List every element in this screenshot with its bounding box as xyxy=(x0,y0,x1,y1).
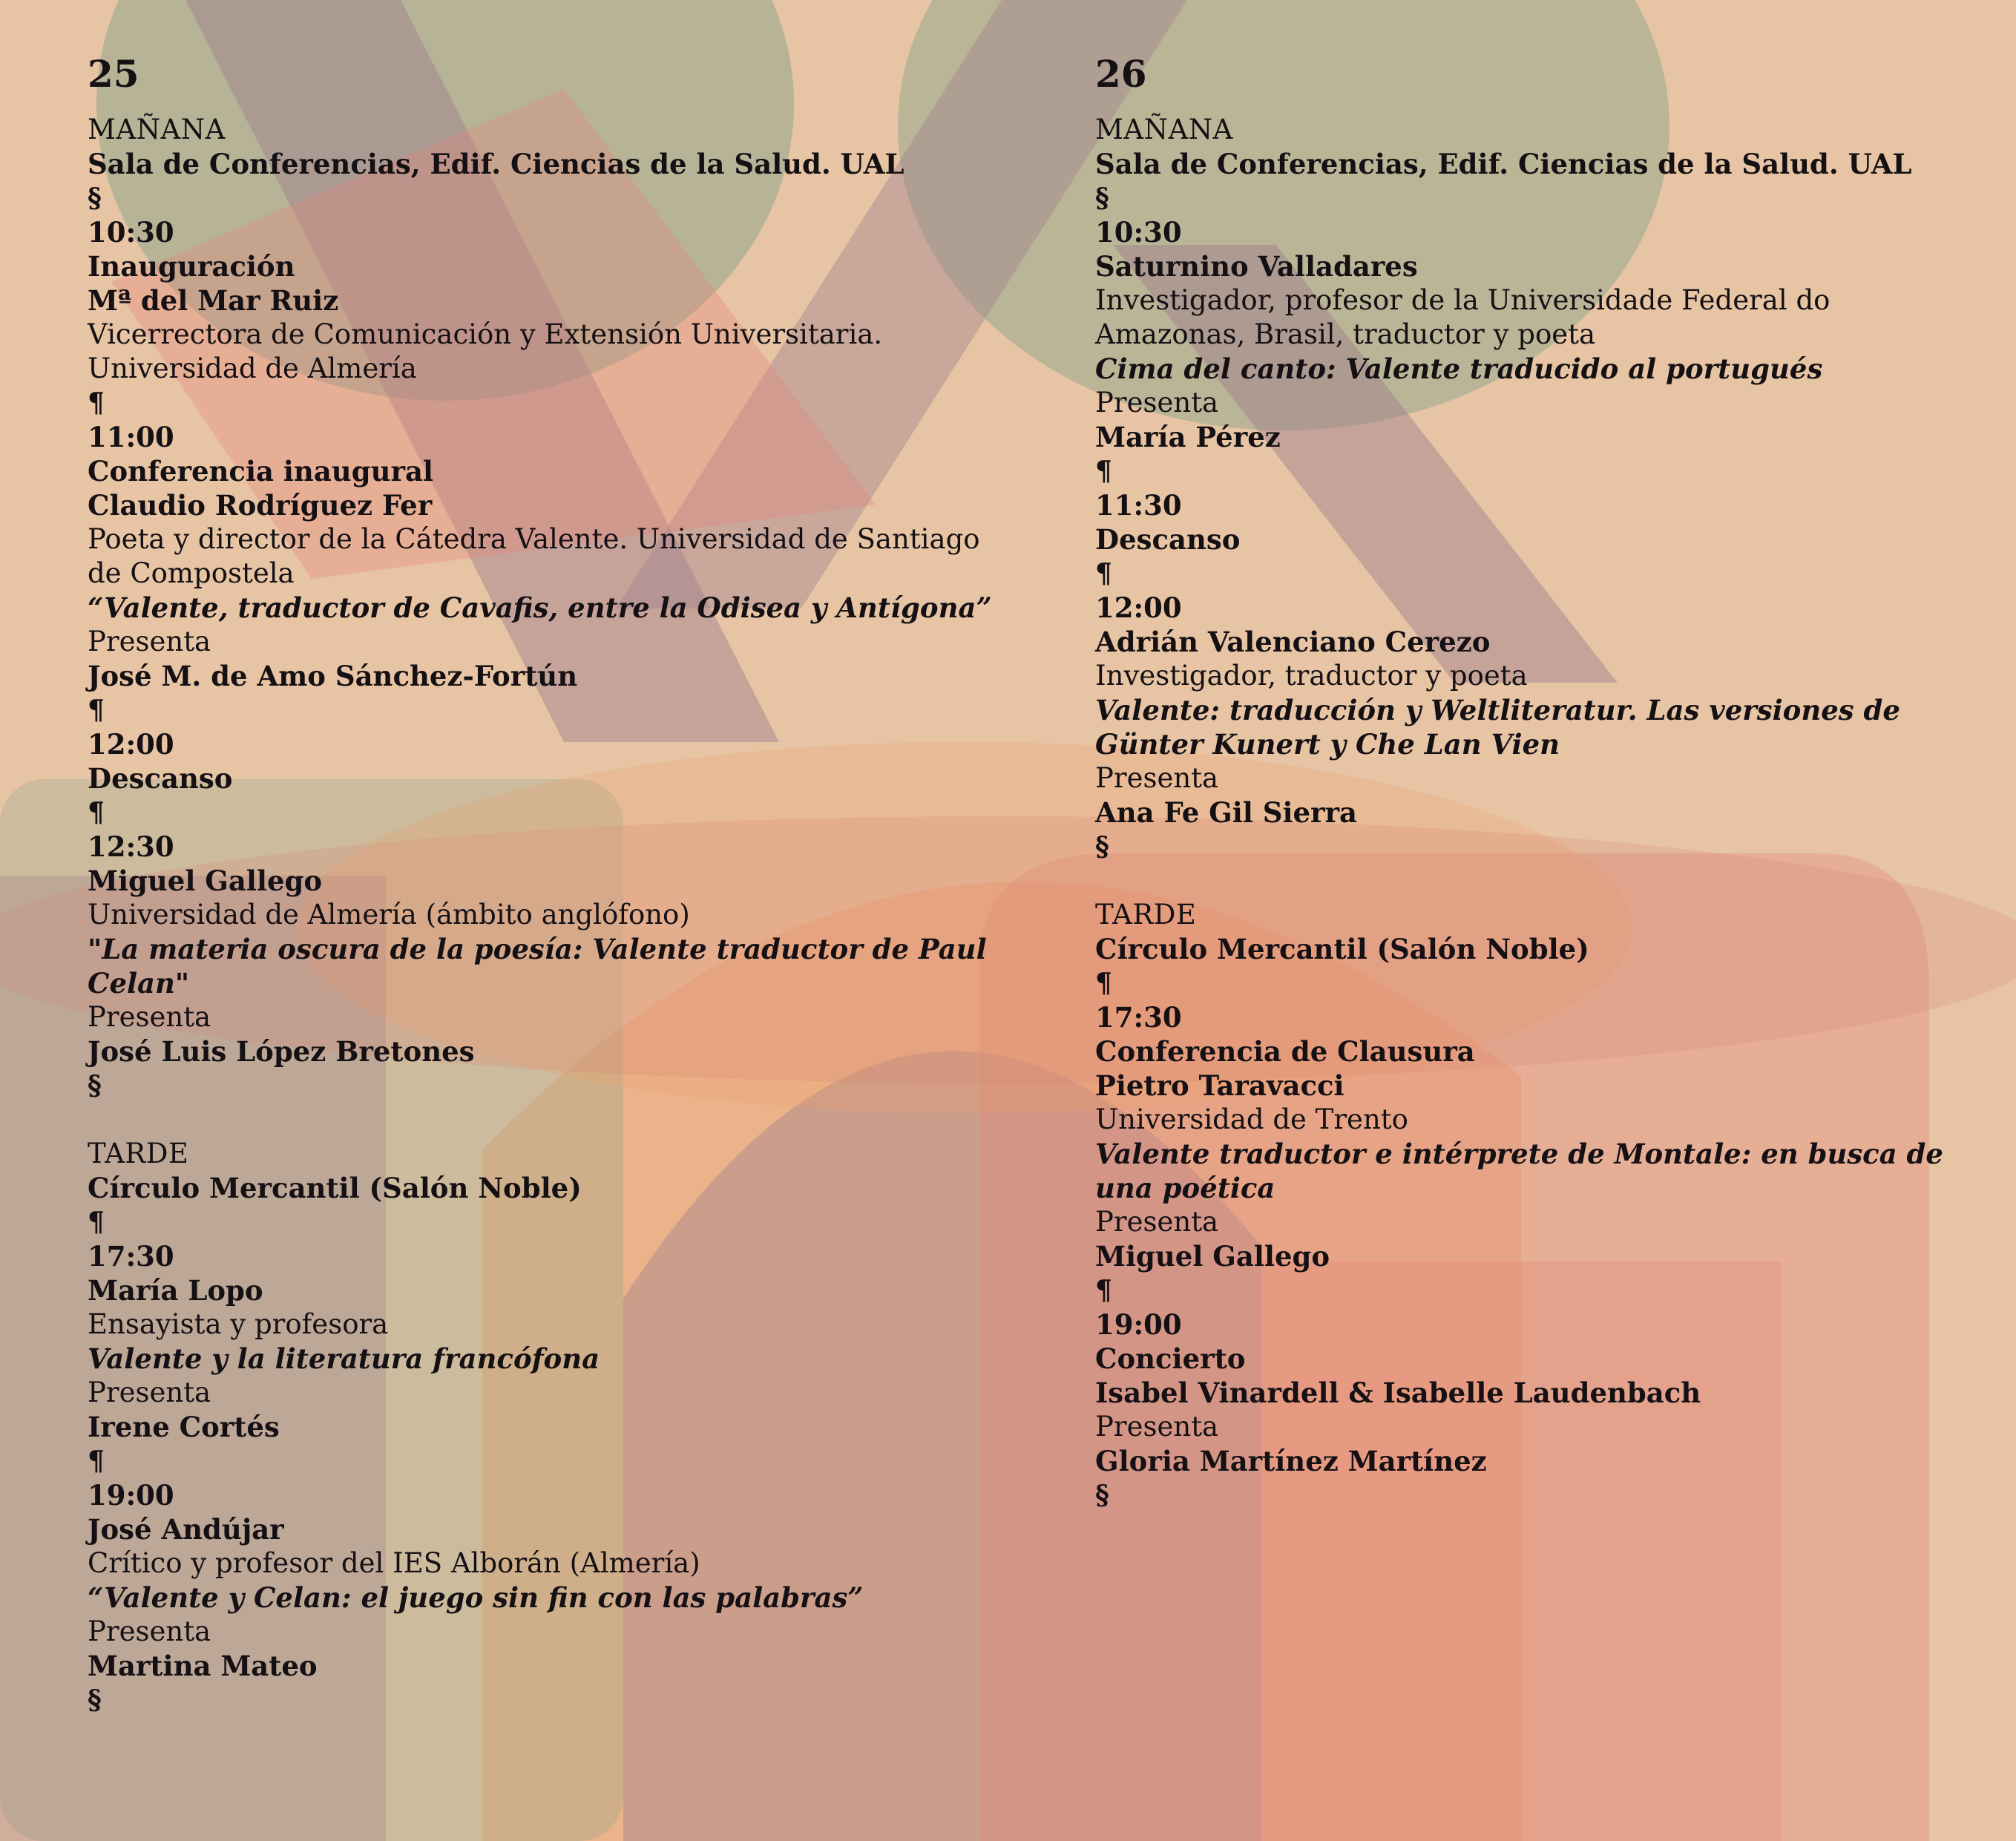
event-time: 19:00 xyxy=(88,1479,174,1512)
presenta-label: Presenta xyxy=(1095,1206,1219,1238)
event-time: 17:30 xyxy=(1095,1001,1182,1034)
section-marker: ¶ xyxy=(1095,968,1112,999)
presenta-label: Presenta xyxy=(1095,387,1219,419)
presenta-label: Presenta xyxy=(88,1376,211,1408)
person-name: José M. de Amo Sánchez-Fortún xyxy=(88,660,578,692)
event-title: Conferencia de Clausura xyxy=(1095,1035,1475,1068)
event-time: 10:30 xyxy=(1095,216,1182,249)
event-title: Descanso xyxy=(88,762,233,795)
event-time: 10:30 xyxy=(88,216,174,249)
person-name: Isabel Vinardell & Isabelle Laudenbach xyxy=(1095,1376,1701,1409)
section-marker: ¶ xyxy=(1095,456,1112,487)
section-marker: ¶ xyxy=(88,797,105,828)
section-marker: ¶ xyxy=(1095,1275,1112,1306)
section-marker: § xyxy=(88,1684,102,1716)
venue-name: Sala de Conferencias, Edif. Ciencias de la Salud. UAL xyxy=(88,148,904,180)
spacer xyxy=(1095,864,1986,898)
day-25-column xyxy=(88,46,1008,1717)
spacer xyxy=(88,1103,1008,1137)
presenta-label: Presenta xyxy=(1095,1411,1219,1443)
person-name: Pietro Taravacci xyxy=(1095,1069,1344,1102)
talk-title: Valente: traducción y Weltliteratur. Las versiones de Günter Kunert y Che Lan Vien xyxy=(1095,694,1900,761)
person-name: Gloria Martínez Martínez xyxy=(1095,1445,1487,1477)
event-title: Inauguración xyxy=(88,250,295,283)
talk-title: Valente y la literatura francófona xyxy=(88,1342,600,1375)
section-marker: § xyxy=(1095,831,1109,862)
person-name: Irene Cortés xyxy=(88,1411,280,1443)
section-marker: § xyxy=(1095,183,1109,214)
section-marker: ¶ xyxy=(88,1207,105,1238)
venue-name: Sala de Conferencias, Edif. Ciencias de la Salud. UAL xyxy=(1095,148,1912,180)
session-label: MAÑANA xyxy=(88,114,226,145)
day-26-schedule xyxy=(1095,113,1986,1512)
venue-name: Círculo Mercantil (Salón Noble) xyxy=(1095,933,1589,965)
section-marker: ¶ xyxy=(88,1445,105,1477)
person-name: Miguel Gallego xyxy=(1095,1240,1330,1273)
talk-title: Valente traductor e intérprete de Montale: en busca de una poética xyxy=(1095,1138,1943,1204)
person-affiliation: Crítico y profesor del IES Alborán (Almería) xyxy=(88,1547,700,1579)
talk-title: Cima del canto: Valente traducido al portugués xyxy=(1095,352,1823,385)
person-name: Claudio Rodríguez Fer xyxy=(88,489,433,522)
section-marker: § xyxy=(88,1070,102,1101)
event-title: Conferencia inaugural xyxy=(88,455,433,488)
person-name: Miguel Gallego xyxy=(88,864,323,897)
session-label: MAÑANA xyxy=(1095,114,1233,145)
venue-name: Círculo Mercantil (Salón Noble) xyxy=(88,1172,582,1204)
presenta-label: Presenta xyxy=(88,1615,211,1647)
day-number: 25 xyxy=(88,52,139,96)
talk-title: “Valente y Celan: el juego sin fin con las palabras” xyxy=(88,1581,864,1614)
event-time: 11:00 xyxy=(88,421,174,453)
day-25-schedule xyxy=(88,113,1008,1717)
section-marker: ¶ xyxy=(88,695,105,726)
person-name: Ana Fe Gil Sierra xyxy=(1095,796,1357,829)
section-marker: ¶ xyxy=(1095,558,1112,589)
presenta-label: Presenta xyxy=(88,1001,211,1033)
event-time: 19:00 xyxy=(1095,1308,1182,1341)
person-name: Adrián Valenciano Cerezo xyxy=(1095,626,1491,658)
presenta-label: Presenta xyxy=(88,626,211,657)
person-affiliation: Universidad de Trento xyxy=(1095,1103,1408,1135)
talk-title: “Valente, traductor de Cavafis, entre la Odisea y Antígona” xyxy=(88,591,992,624)
day-26-column xyxy=(1095,46,1986,1512)
person-name: José Luis López Bretones xyxy=(88,1035,475,1068)
event-title: Descanso xyxy=(1095,523,1241,556)
session-label: TARDE xyxy=(1095,899,1197,931)
person-affiliation: Investigador, profesor de la Universidade Federal do Amazonas, Brasil, traductor y poeta xyxy=(1095,284,1831,350)
event-time: 12:30 xyxy=(88,830,174,863)
person-affiliation: Vicerrectora de Comunicación y Extensión Universitaria. Universidad de Almería xyxy=(88,318,883,384)
event-title: Concierto xyxy=(1095,1342,1246,1375)
event-time: 12:00 xyxy=(1095,591,1182,624)
person-affiliation: Poeta y director de la Cátedra Valente. Universidad de Santiago de Compostela xyxy=(88,523,980,589)
person-name: Mª del Mar Ruiz xyxy=(88,284,339,317)
person-name: María Pérez xyxy=(1095,421,1281,453)
event-time: 12:00 xyxy=(88,728,174,761)
section-marker: § xyxy=(88,183,102,214)
session-label: TARDE xyxy=(88,1138,189,1169)
event-time: 17:30 xyxy=(88,1240,174,1273)
person-affiliation: Universidad de Almería (ámbito anglófono) xyxy=(88,899,690,931)
person-name: José Andújar xyxy=(88,1513,284,1546)
presenta-label: Presenta xyxy=(1095,762,1219,794)
day-number: 26 xyxy=(1095,52,1147,96)
person-affiliation: Investigador, traductor y poeta xyxy=(1095,660,1528,692)
person-name: Saturnino Valladares xyxy=(1095,250,1418,283)
section-marker: ¶ xyxy=(88,387,105,419)
person-name: Martina Mateo xyxy=(88,1650,318,1682)
section-marker: § xyxy=(1095,1480,1109,1511)
event-time: 11:30 xyxy=(1095,489,1182,522)
person-affiliation: Ensayista y profesora xyxy=(88,1308,389,1340)
person-name: María Lopo xyxy=(88,1274,263,1307)
talk-title: "La materia oscura de la poesía: Valente traductor de Paul Celan" xyxy=(88,933,987,1000)
